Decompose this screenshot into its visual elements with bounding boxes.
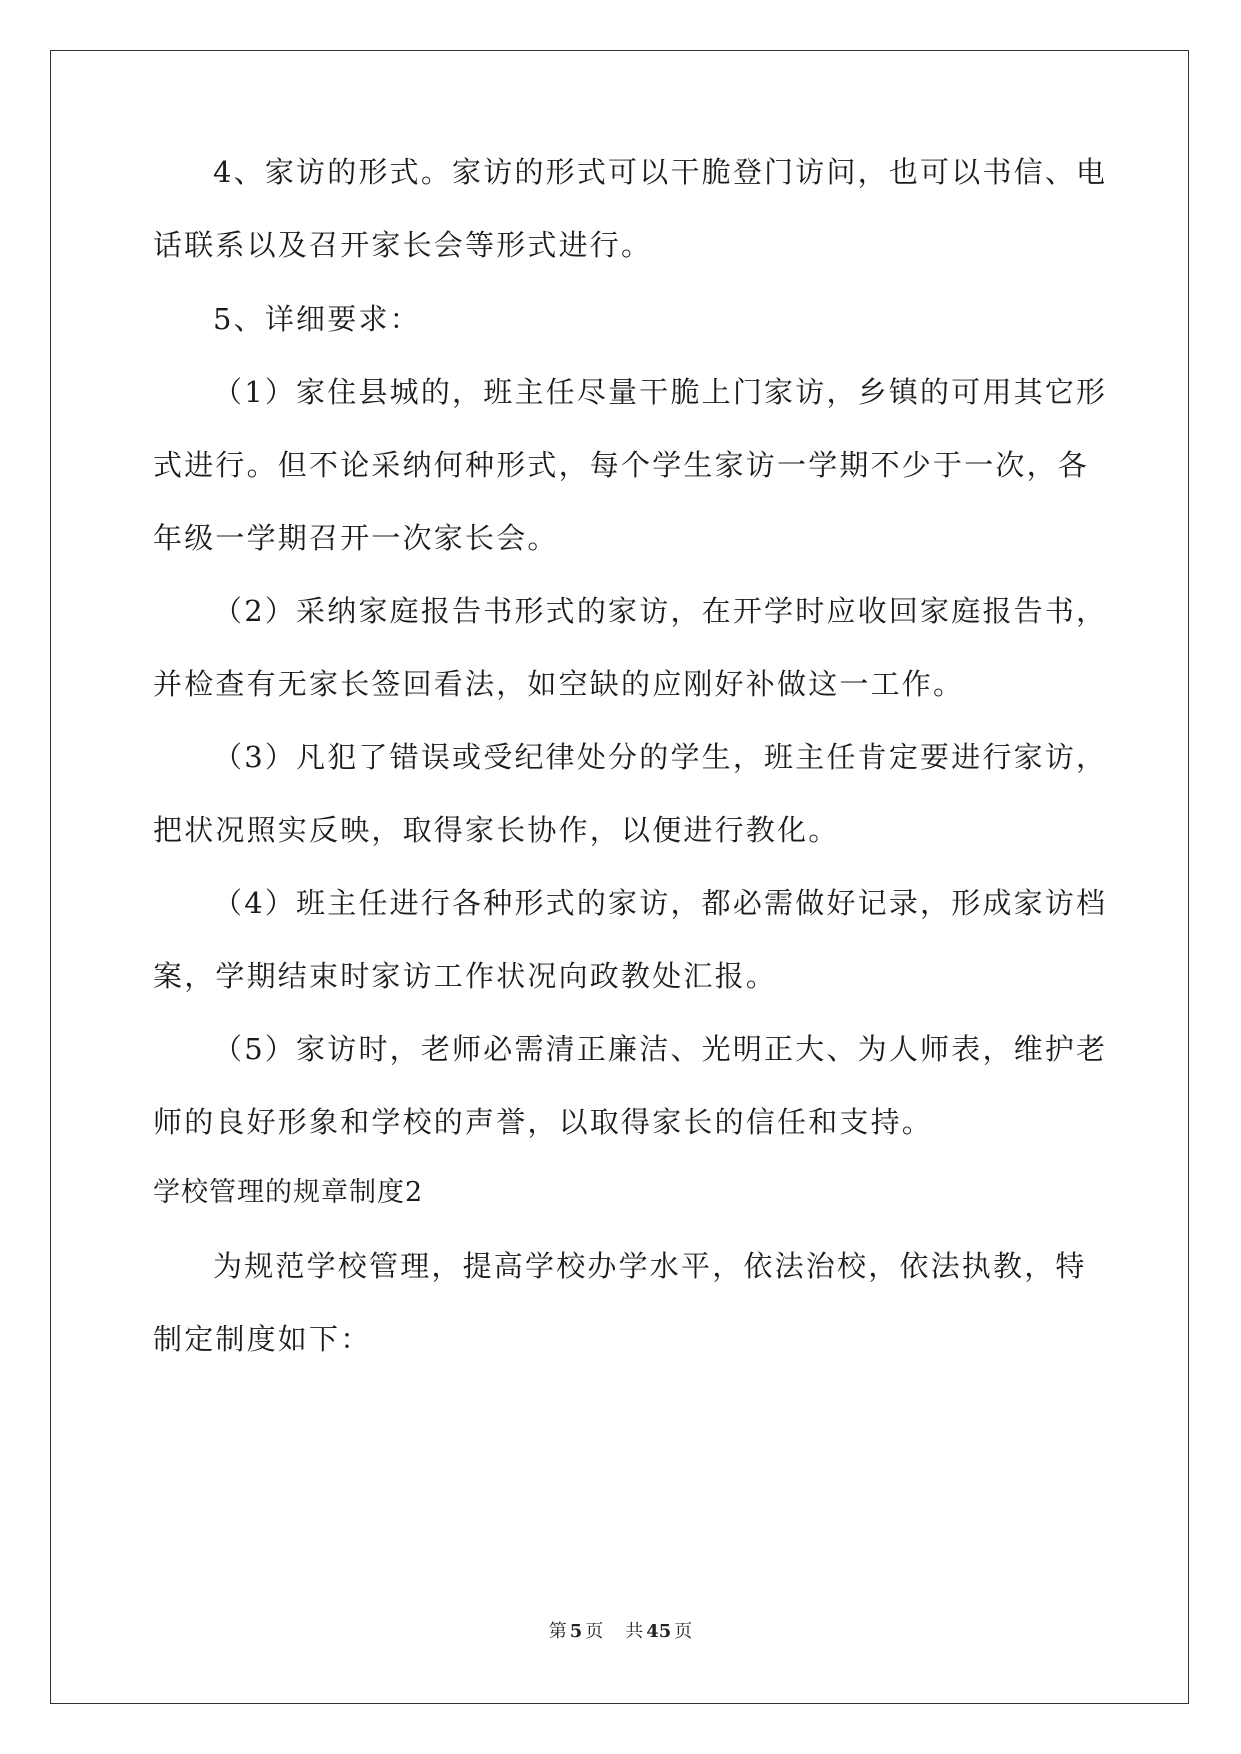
page-prefix: 第 xyxy=(548,1621,567,1642)
paragraph-line: （3）凡犯了错误或受纪律处分的学生，班主任肯定要进行家访， xyxy=(213,740,1108,774)
current-page-number: 5 xyxy=(569,1621,583,1642)
paragraph-line: 并检查有无家长签回看法，如空缺的应刚好补做这一工作。 xyxy=(153,667,965,701)
paragraph-line: （1）家住县城的，班主任尽量干脆上门家访，乡镇的可用其它形 xyxy=(213,375,1108,409)
paragraph-line: 年级一学期召开一次家长会。 xyxy=(153,521,559,555)
page-footer xyxy=(0,1621,1241,1643)
total-prefix: 共 xyxy=(625,1621,644,1642)
paragraph-line: （2）采纳家庭报告书形式的家访，在开学时应收回家庭报告书， xyxy=(213,594,1108,628)
paragraph-line: 案，学期结束时家访工作状况向政教处汇报。 xyxy=(153,959,778,993)
paragraph-line: 为规范学校管理，提高学校办学水平，依法治校，依法执教，特 xyxy=(213,1249,1087,1283)
paragraph-line: （4）班主任进行各种形式的家访，都必需做好记录，形成家访档 xyxy=(213,886,1108,920)
paragraph-line: 5、详细要求： xyxy=(213,302,421,336)
paragraph-line: （5）家访时，老师必需清正廉洁、光明正大、为人师表，维护老 xyxy=(213,1032,1108,1066)
paragraph-line: 4、家访的形式。家访的形式可以干脆登门访问，也可以书信、电 xyxy=(213,155,1108,189)
total-suffix: 页 xyxy=(674,1621,693,1642)
paragraph-line: 把状况照实反映，取得家长协作，以便进行教化。 xyxy=(153,813,840,847)
page-suffix: 页 xyxy=(585,1621,604,1642)
paragraph-line: 式进行。但不论采纳何种形式，每个学生家访一学期不少于一次，各 xyxy=(153,448,1090,482)
paragraph-line: 话联系以及召开家长会等形式进行。 xyxy=(153,228,653,262)
section-heading: 学校管理的规章制度2 xyxy=(153,1177,424,1208)
page-border xyxy=(50,50,1189,1704)
paragraph-line: 师的良好形象和学校的声誉，以取得家长的信任和支持。 xyxy=(153,1105,934,1139)
paragraph-line: 制定制度如下： xyxy=(153,1322,372,1356)
total-page-count: 45 xyxy=(646,1621,672,1642)
